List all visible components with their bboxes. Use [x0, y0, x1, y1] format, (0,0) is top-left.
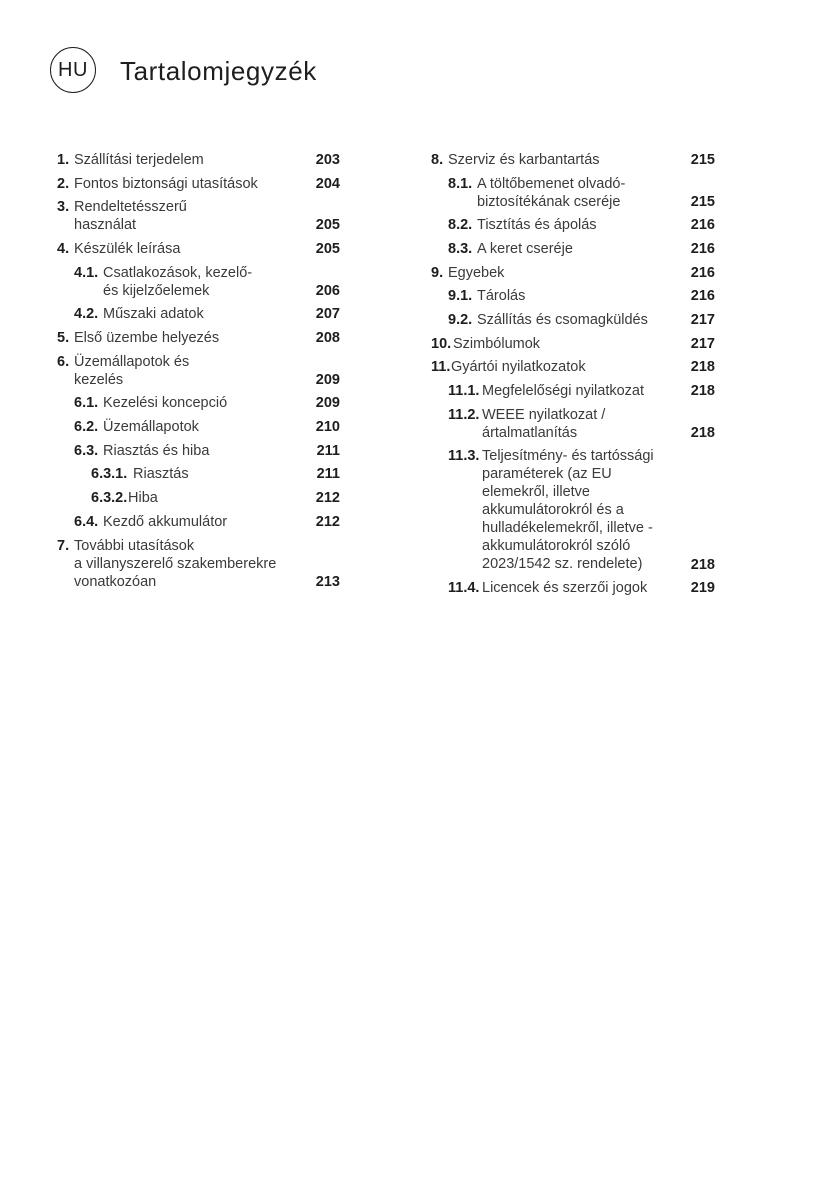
toc-entry-title-line: A keret cseréje	[477, 241, 573, 257]
toc-entry-number: 11.4.	[448, 580, 480, 596]
toc-entry-title	[482, 579, 647, 597]
toc-entry-title-line: Készülék leírása	[74, 241, 181, 257]
toc-entry-title	[453, 335, 540, 353]
toc-entry-page: 216	[690, 265, 715, 281]
toc-entry-page: 206	[315, 283, 340, 300]
toc-entry-number: 11.2.	[448, 407, 480, 423]
page-title: Tartalomjegyzék	[120, 56, 317, 86]
toc-entry-title	[133, 465, 189, 483]
toc-entry-page: 211	[316, 466, 340, 482]
toc-entry-page: 218	[690, 383, 715, 399]
toc-entry-page: 204	[315, 176, 340, 192]
toc-entry-title	[477, 240, 573, 258]
toc-entry-title-line: kezelés	[74, 372, 124, 388]
toc-entry-title-line: Kezelési koncepció	[103, 395, 228, 411]
toc-entry-number: 6.	[57, 354, 70, 370]
toc-entry-number: 4.	[57, 241, 70, 257]
toc-entry-title	[448, 151, 600, 169]
toc-entry-number: 8.	[431, 152, 444, 168]
toc-entry-number: 9.1.	[448, 288, 473, 304]
toc-entry-number: 2.	[57, 176, 70, 192]
toc-entry-title	[482, 382, 644, 400]
toc-entry-number: 10.	[431, 336, 452, 352]
toc-entry-page: 219	[690, 580, 715, 596]
toc-entry-title	[103, 418, 199, 436]
toc-entry-number: 8.1.	[448, 176, 473, 192]
toc-entry-title-line: WEEE nyilatkozat /	[482, 407, 606, 423]
toc-entry-number: 4.2.	[74, 306, 99, 322]
toc-entry-title-line: Szimbólumok	[453, 336, 541, 352]
toc-entry-page: 209	[315, 372, 340, 389]
toc-entry-title	[74, 198, 187, 234]
toc-entry-title-line: Megfelelőségi nyilatkozat	[482, 383, 645, 399]
toc-entry-page: 211	[316, 443, 340, 459]
toc-entry-title	[74, 175, 258, 193]
toc-entry-page: 217	[690, 336, 715, 352]
toc-entry-title	[482, 447, 654, 573]
toc-entry-title-line: Szerviz és karbantartás	[448, 152, 600, 168]
toc-entry-title-line: a villanyszerelő szakemberekre	[74, 556, 277, 572]
toc-entry-title	[103, 264, 252, 300]
toc-entry-title-line: Fontos biztonsági utasítások	[74, 176, 258, 192]
toc-entry-number: 8.3.	[448, 241, 473, 257]
toc-entry-page: 212	[315, 514, 340, 530]
toc-entry-title-line: További utasítások	[74, 538, 195, 554]
toc-entry-title	[103, 513, 227, 531]
toc-entry-title-line: Első üzembe helyezés	[74, 330, 220, 346]
toc-entry-title-line: Tárolás	[477, 288, 526, 304]
toc-entry-page: 209	[315, 395, 340, 411]
toc-entry-title-line: Szállítási terjedelem	[74, 152, 204, 168]
toc-entry-title-line: paraméterek (az EU	[482, 466, 612, 482]
toc-entry-title-line: Teljesítmény- és tartóssági	[482, 448, 654, 464]
toc-entry-number: 11.1.	[448, 383, 480, 399]
toc-entry-title	[103, 305, 204, 323]
toc-entry-title	[477, 311, 648, 329]
toc-entry-number: 6.1.	[74, 395, 99, 411]
toc-entry-title-line: Csatlakozások, kezelő-	[103, 265, 253, 281]
toc-entry-title-line: használat	[74, 217, 137, 233]
toc-entry-page: 217	[690, 312, 715, 328]
toc-entry-title-line: Gyártói nyilatkozatok	[451, 359, 586, 375]
toc-entry-page: 213	[315, 574, 340, 591]
toc-entry-page: 216	[690, 217, 715, 233]
toc-entry-number: 5.	[57, 330, 70, 346]
toc-entry-title	[74, 151, 204, 169]
toc-entry-title-line: Szállítás és csomagküldés	[477, 312, 648, 328]
toc-entry-number: 8.2.	[448, 217, 473, 233]
toc-entry-title-line: Licencek és szerzői jogok	[482, 580, 648, 596]
toc-entry-number: 6.4.	[74, 514, 99, 530]
toc-entry-title	[448, 264, 504, 282]
toc-entry-title	[477, 175, 625, 211]
toc-entry-number: 4.1.	[74, 265, 99, 281]
toc-entry-number: 7.	[57, 538, 70, 554]
language-badge	[50, 47, 96, 93]
toc-entry-number: 6.3.2.	[91, 490, 128, 506]
toc-entry-title-line: Riasztás	[133, 466, 189, 482]
language-code: HU	[58, 58, 88, 81]
toc-entry-title-line: Tisztítás és ápolás	[477, 217, 597, 233]
toc-entry-title-line: Műszaki adatok	[103, 306, 204, 322]
toc-entry-page: 205	[315, 241, 340, 257]
toc-entry-title	[128, 489, 158, 507]
toc-entry-page: 210	[315, 419, 340, 435]
toc-entry-number: 1.	[57, 152, 70, 168]
toc-entry-page: 215	[690, 194, 715, 211]
toc-entry-title-line: Rendeltetésszerű	[74, 199, 187, 215]
toc-entry-number: 3.	[57, 199, 70, 215]
toc-entry-page: 218	[690, 556, 715, 573]
toc-entry-page: 216	[690, 288, 715, 304]
toc-entry-title-line: biztosítékának cseréje	[477, 194, 621, 210]
toc-entry-title-line: akkumulátorokról szóló	[482, 538, 631, 554]
toc-entry-title	[477, 216, 597, 234]
toc-entry-title-line: A töltőbemenet olvadó-	[477, 176, 626, 192]
toc-entry-title-line: vonatkozóan	[74, 574, 157, 590]
toc-entry-page: 203	[315, 152, 340, 168]
toc-entry-title	[451, 358, 586, 376]
toc-entry-title	[74, 240, 180, 258]
toc-entry-title-line: Kezdő akkumulátor	[103, 514, 228, 530]
toc-entry-page: 205	[315, 217, 340, 234]
toc-entry-number: 11.	[431, 359, 451, 375]
toc-entry-title	[74, 329, 219, 347]
toc-entry-number: 6.2.	[74, 419, 99, 435]
toc-entry-title-line: 2023/1542 sz. rendelete)	[482, 556, 643, 572]
toc-entry-title-line: Hiba	[128, 490, 158, 506]
toc-entry-title-line: elemekről, illetve	[482, 484, 590, 500]
toc-entry-title	[74, 353, 189, 389]
toc-entry-number: 6.3.1.	[91, 466, 128, 482]
toc-entry-title-line: Egyebek	[448, 265, 505, 281]
toc-entry-page: 207	[315, 306, 340, 322]
toc-entry-title	[103, 442, 209, 460]
toc-entry-page: 218	[690, 425, 715, 442]
toc-entry-title-line: ártalmatlanítás	[482, 425, 578, 441]
toc-entry-page: 218	[690, 359, 715, 375]
toc-entry-title-line: hulladékelemekről, illetve -	[482, 520, 653, 536]
toc-entry-page: 208	[315, 330, 340, 346]
toc-entry-number: 9.2.	[448, 312, 473, 328]
toc-entry-number: 6.3.	[74, 443, 99, 459]
toc-entry-title	[482, 406, 605, 442]
toc-entry-title-line: akkumulátorokról és a	[482, 502, 624, 518]
toc-entry-title-line: Riasztás és hiba	[103, 443, 210, 459]
toc-entry-number: 9.	[431, 265, 444, 281]
toc-entry-title	[477, 287, 525, 305]
toc-entry-title-line: Üzemállapotok és	[74, 354, 190, 370]
toc-entry-title-line: Üzemállapotok	[103, 419, 199, 435]
toc-entry-title	[74, 537, 276, 591]
toc-entry-page: 215	[690, 152, 715, 168]
toc-entry-title-line: és kijelzőelemek	[103, 283, 210, 299]
toc-entry-page: 212	[315, 490, 340, 506]
toc-entry-number: 11.3.	[448, 448, 480, 464]
toc-entry-page: 216	[690, 241, 715, 257]
toc-entry-title	[103, 394, 227, 412]
